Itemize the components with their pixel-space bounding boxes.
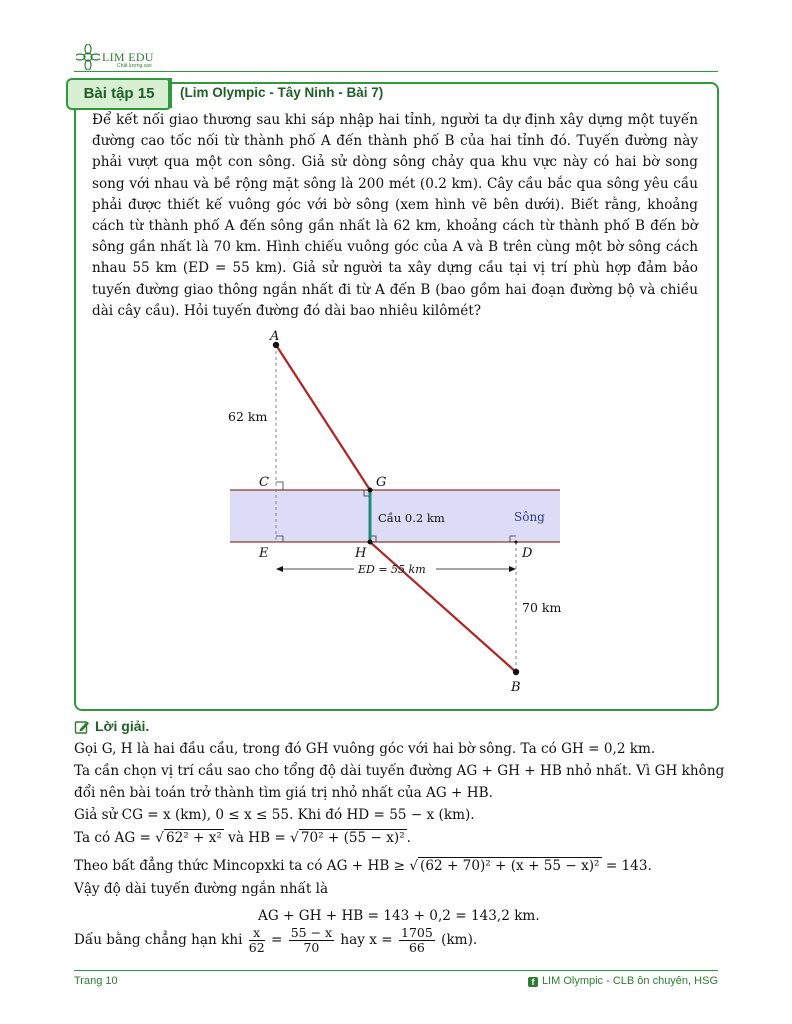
solution-line-6: [74, 855, 652, 877]
logo-text: LIM EDU: [102, 50, 154, 64]
label-H: H: [355, 546, 367, 561]
page-number: Trang 10: [74, 975, 118, 987]
label-B: B: [511, 680, 521, 695]
line5-radicand-2: 70² + (55 − x)²: [300, 830, 405, 846]
line6-radicand: (62 + 70)² + (x + 55 − x)²: [420, 858, 600, 874]
line5-middle: và HB = √: [223, 830, 299, 846]
label-D: D: [522, 546, 533, 561]
line9-end: (km).: [441, 932, 478, 948]
line9-prefix: Dấu bằng chẳng hạn khi: [74, 932, 243, 948]
label-G: G: [376, 475, 387, 490]
point-H: [368, 540, 373, 545]
river-label: Sông: [514, 510, 545, 524]
fraction-1705-over-66: [399, 926, 435, 955]
frac2-numerator: 55 − x: [290, 925, 333, 940]
frac1-denominator: 62: [248, 940, 265, 955]
ed-arrowhead-right: [509, 566, 516, 572]
right-angle-C: [276, 482, 283, 490]
line5-radicand-1: 62² + x²: [165, 830, 222, 846]
line9-middle: hay x =: [340, 932, 393, 948]
line6-prefix: Theo bất đẳng thức Mincopxki ta có AG + HB ≥ √: [74, 858, 419, 874]
fraction-55-minus-x-over-70: [289, 926, 334, 955]
point-B: [513, 669, 519, 675]
solution-line-4: Giả sử CG = x (km), 0 ≤ x ≤ 55. Khi đó HD = 55 − x (km).: [74, 807, 475, 823]
frac3-numerator: 1705: [401, 925, 433, 940]
frac1-numerator: x: [249, 926, 265, 941]
equals-sign: =: [270, 932, 283, 948]
label-E: E: [259, 546, 269, 561]
line5-prefix: Ta có AG = √: [74, 830, 164, 846]
ed-arrowhead-left: [276, 566, 283, 572]
pencil-edit-icon: [74, 719, 90, 735]
point-G: [368, 488, 373, 493]
logo-subtitle: Chất lượng cao: [117, 63, 152, 69]
line6-end: = 143.: [601, 858, 652, 874]
solution-line-8: AG + GH + HB = 143 + 0,2 = 143,2 km.: [258, 908, 540, 924]
solution-line-3: đổi nên bài toán trở thành tìm giá trị nhỏ nhất của AG + HB.: [74, 785, 493, 801]
ed-distance-label: ED = 55 km: [358, 563, 426, 576]
frac3-denominator: 66: [408, 940, 425, 955]
solution-line-7: Vậy độ dài tuyến đường ngắn nhất là: [74, 881, 329, 897]
distance-B-label: 70 km: [522, 600, 562, 615]
footer-brand: [528, 975, 718, 987]
frac2-denominator: 70: [303, 940, 320, 955]
distance-A-label: 62 km: [228, 409, 268, 424]
footer-rule: [74, 970, 718, 971]
solution-line-1: Gọi G, H là hai đầu cầu, trong đó GH vuông góc với hai bờ sông. Ta có GH = 0,2 km.: [74, 741, 656, 757]
exercise-source: (Lim Olympic - Tây Ninh - Bài 7): [180, 85, 384, 100]
problem-text: Để kết nối giao thương sau khi sáp nhập hai tỉnh, người ta dự định xây dựng một tuyến đường cao tốc nối từ thành phố A đến thành phố B của hai tỉnh đó. Tuyến đường này phải vượt qua một con sông. Giả sử dòng sông chảy qua khu vực này có hai bờ song song với nhau và bề rộng mặt sông là 200 mét (0.2 km). Cây cầu bắc qua sông yêu cầu phải được thiết kế vuông góc với bờ sông (xem hình vẽ bên dưới). Biết rằng, khoảng cách từ thành phố A đến sông gần nhất là 62 km, khoảng cách từ thành phố B đến bờ sông gần nhất là 70 km. Hình chiếu vuông góc của A và B trên cùng một bờ sông cách nhau 55 km (ED = 55 km). Giả sử người ta xây dựng cầu tại vị trí phù hợp đảm bảo tuyến đường giao thông ngắn nhất đi từ A đến B (bao gồm hai đoạn đường bộ và chiều dài cây cầu). Hỏi tuyến đường đó dài bao nhiêu kilômét?: [92, 112, 698, 319]
label-C: C: [259, 475, 269, 490]
solution-line-9: [74, 926, 477, 955]
solution-line-5: [74, 827, 411, 849]
road-HB: [370, 542, 516, 672]
solution-heading: Lời giải.: [95, 718, 150, 734]
exercise-tag: Bài tập 15: [66, 78, 172, 110]
line5-end: .: [406, 830, 411, 846]
bridge-label: Cầu 0.2 km: [378, 511, 445, 525]
facebook-icon: f: [528, 977, 538, 987]
label-A: A: [270, 329, 280, 344]
road-AG: [276, 345, 370, 490]
point-D: [515, 541, 518, 544]
solution-line-2: Ta cần chọn vị trí cầu sao cho tổng độ dài tuyến đường AG + GH + HB nhỏ nhất. Vì GH không: [74, 763, 725, 779]
footer-brand-text: LIM Olympic - CLB ôn chuyên, HSG: [541, 975, 718, 987]
fraction-x-over-62: [249, 926, 265, 955]
